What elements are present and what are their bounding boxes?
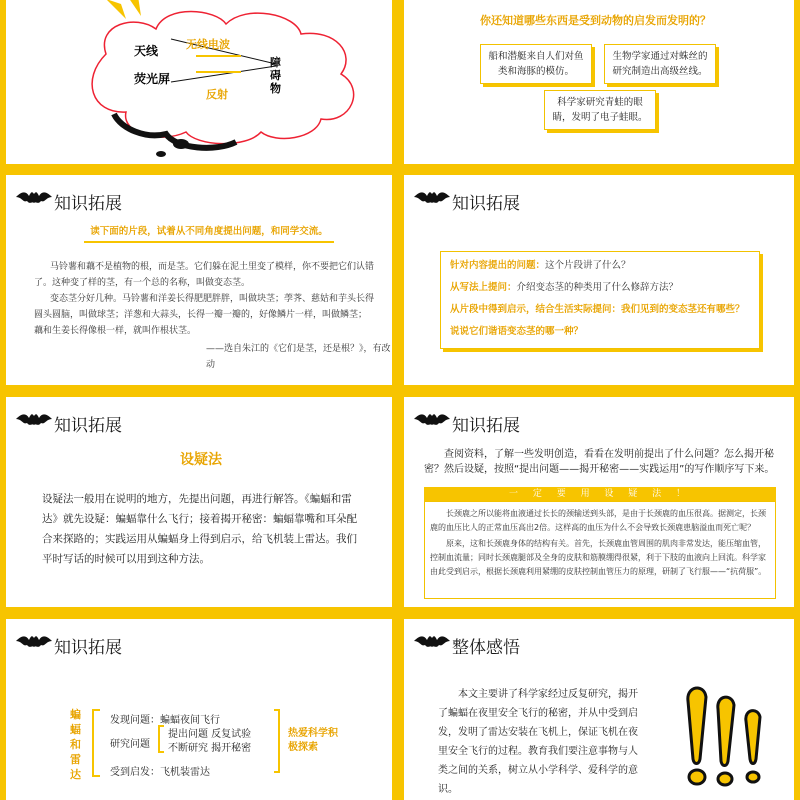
method-body: 设疑法一般用在说明的地方，先提出问题，再进行解答。《蝙蝠和雷达》就先设疑：蝙蝠靠什么飞行；接着揭开秘密：蝙蝠靠嘴和耳朵配合来探路的；实践运用从蝙蝠身上得到启示，给飞机装上雷达。我们平时写话的时候可以用到这种方法。 bbox=[42, 493, 357, 565]
exclamation-icon bbox=[666, 681, 776, 791]
slide-inventions bbox=[404, 0, 794, 164]
slide-title: 整体感悟 bbox=[452, 638, 520, 658]
slide-practice bbox=[404, 397, 794, 607]
label-screen: 荧光屏 bbox=[134, 72, 171, 86]
label-reflect: 反射 bbox=[206, 88, 228, 101]
label-obstacle: 障碍物 bbox=[270, 56, 281, 95]
slide-stems bbox=[6, 175, 392, 385]
prompt-text: 读下面的片段，试着从不同角度提出问题，和同学交流。 bbox=[84, 223, 334, 243]
question-text: 你还知道哪些东西是受到动物的启发而发明的？ bbox=[480, 14, 711, 27]
label-antenna: 天线 bbox=[134, 44, 159, 58]
mindmap-root: 蝙蝠和雷达 bbox=[70, 708, 81, 781]
bat-icon bbox=[16, 409, 52, 431]
paragraph-1: 马铃薯和藕不是植物的根，而是茎。它们躲在泥土里变了模样，你不要把它们认错了。这种变了样的茎，有一个总的名称，叫做变态茎。 bbox=[34, 262, 375, 288]
invention-box-1: 船和潜艇来自人们对鱼类和海豚的模仿。 bbox=[480, 44, 592, 84]
research-bracket bbox=[158, 725, 164, 753]
research-item-1: 提出问题 反复试验 bbox=[168, 729, 252, 740]
invention-box-2: 生物学家通过对蛛丝的研究制造出高级丝线。 bbox=[604, 44, 716, 84]
right-bracket bbox=[274, 709, 280, 773]
question-line-2: 从写法上提问：介绍变态茎的种类用了什么修辞方法？ bbox=[450, 282, 679, 293]
root-bracket bbox=[92, 709, 100, 777]
slide-title: 知识拓展 bbox=[54, 194, 122, 214]
invention-box-3: 科学家研究青蛙的眼睛，发明了电子蛙眼。 bbox=[544, 90, 656, 130]
bat-icon bbox=[414, 187, 450, 209]
practice-intro: 查阅资料，了解一些发明创造，看看在发明前提出了什么问题？怎么揭开秘密？然后设疑，按照“提出问题——揭开秘密——实践运用”的写作顺序写下来。 bbox=[424, 449, 775, 475]
method-heading: 设疑法 bbox=[180, 452, 222, 468]
slide-title: 知识拓展 bbox=[452, 416, 520, 436]
paragraph-2: 变态茎分好几种。马铃薯和洋姜长得肥肥胖胖，叫做块茎；荸荠、慈姑和芋头长得圆头圆脑，叫做球茎；洋葱和大蒜头，长得一瓣一瓣的，好像鳞片一样，叫做鳞茎；藕和生姜长得像根一样，就叫作根状茎。 bbox=[34, 294, 375, 336]
slide-mindmap bbox=[6, 619, 392, 800]
source-text: ——选自朱江的《它们是茎，还是根？》，有改动 bbox=[206, 344, 391, 370]
slide-radar-diagram bbox=[6, 0, 392, 164]
slide-title: 知识拓展 bbox=[452, 194, 520, 214]
slide-title: 知识拓展 bbox=[54, 638, 122, 658]
bat-icon bbox=[414, 409, 450, 431]
bat-icon bbox=[16, 187, 52, 209]
slide-title: 知识拓展 bbox=[54, 416, 122, 436]
mindmap-conclusion: 热爱科学积极探索 bbox=[288, 728, 338, 753]
summary-body: 本文主要讲了科学家经过反复研究，揭开了蝙蝠在夜里安全飞行的秘密，并从中受到启发，发明了雷达安装在飞机上，保证飞机在夜里安全飞行的过程。教育我们要注意事物与人类之间的关系，树立从小学科学、爱科学的意识。 bbox=[438, 689, 638, 795]
slide-questions bbox=[404, 175, 794, 385]
question-line-1: 针对内容提出的问题：这个片段讲了什么？ bbox=[450, 260, 631, 271]
branch-inspire: 受到启发：飞机装雷达 bbox=[110, 767, 210, 778]
bat-icon bbox=[16, 631, 52, 653]
banner: 一 定 要 用 设 疑 法 ！ bbox=[424, 487, 776, 501]
question-line-4: 说说它们谐语变态茎的哪一种？ bbox=[450, 326, 584, 337]
example-para-2: 原来，这和长颈鹿身体的结构有关。首先，长颈鹿血管周围的肌肉非常发达，能压缩血管，控制血流量；同时长颈鹿腿部及全身的皮肤和筋膜绷得很紧，利于下肢的血液向上回流。科学家由此受到启示，根据长颈鹿利用紧绷的皮肤控制血管压力的原理，研制了飞行服——“抗荷服”。 bbox=[430, 539, 767, 576]
example-para-1: 长颈鹿之所以能将血液通过长长的颈输送到头部，是由于长颈鹿的血压很高。据测定，长颈鹿的血压比人的正常血压高出2倍。这样高的血压为什么不会导致长颈鹿患脑溢血而死亡呢？ bbox=[430, 509, 766, 532]
branch-research: 研究问题 bbox=[110, 739, 150, 750]
slide-method bbox=[6, 397, 392, 607]
label-radio: 无线电波 bbox=[186, 38, 230, 51]
research-item-2: 不断研究 揭开秘密 bbox=[168, 743, 252, 754]
cloud-diagram bbox=[66, 0, 386, 164]
question-line-3: 从片段中得到启示，结合生活实际提问：我们见到的变态茎还有哪些？ bbox=[450, 304, 745, 315]
branch-find: 发现问题：蝙蝠夜间飞行 bbox=[110, 715, 220, 726]
slide-summary bbox=[404, 619, 794, 800]
bat-icon bbox=[414, 631, 450, 653]
